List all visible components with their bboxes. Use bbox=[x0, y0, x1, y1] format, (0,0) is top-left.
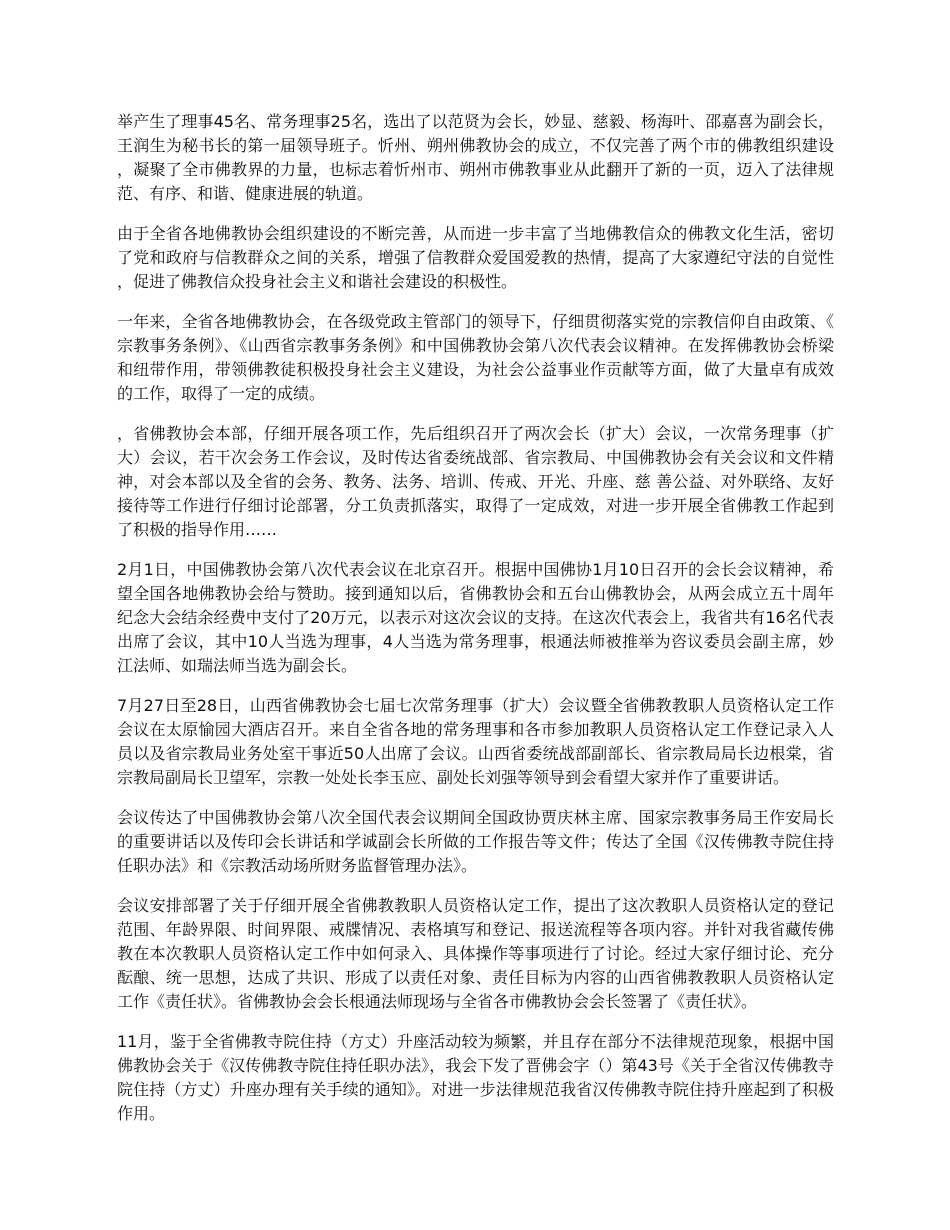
document-page bbox=[117, 110, 834, 1142]
paragraph-6: 7月27日至28日，山西省佛教协会七届七次常务理事（扩大）会议暨全省佛教教职人员资格认定工作会议在太原愉园大酒店召开。来自全省各地的常务理事和各市参加教职人员资格认定工作登记录入人员以及省宗教局业务处室干事近50人出席了会议。山西省委统战部副部长、省宗教局局长边根棠，省宗教局副局长卫望军，宗教一处处长李玉应、副处长刘强等领导到会看望大家并作了重要讲话。 bbox=[117, 696, 834, 787]
paragraph-9: 11月，鉴于全省佛教寺院住持（方丈）升座活动较为频繁，并且存在部分不法律规范现象，根据中国佛教协会关于《汉传佛教寺院住持任职办法》，我会下发了晋佛会字（）第43号《关于全省汉传佛教寺院住持（方丈）升座办理有关手续的通知》。对进一步法律规范我省汉传佛教寺院住持升座起到了积极作用。 bbox=[117, 1032, 834, 1123]
paragraph-3: 一年来，全省各地佛教协会，在各级党政主管部门的领导下，仔细贯彻落实党的宗教信仰自由政策、《宗教事务条例》、《山西省宗教事务条例》和中国佛教协会第八次代表会议精神。在发挥佛教协会桥梁和纽带作用，带领佛教徒积极投身社会主义建设，为社会公益事业作贡献等方面，做了大量卓有成效的工作，取得了一定的成绩。 bbox=[117, 312, 834, 403]
paragraph-5: 2月1日，中国佛教协会第八次代表会议在北京召开。根据中国佛协1月10日召开的会长会议精神，希望全国各地佛教协会给与赞助。接到通知以后，省佛教协会和五台山佛教协会，从两会成立五十周年纪念大会结余经费中支付了20万元，以表示对这次会议的支持。在这次代表会上，我省共有16名代表出席了会议，其中10人当选为理事，4人当选为常务理事，根通法师被推举为咨议委员会副主席，妙江法师、如瑞法师当选为副会长。 bbox=[117, 560, 834, 675]
paragraph-7: 会议传达了中国佛教协会第八次全国代表会议期间全国政协贾庆林主席、国家宗教事务局王作安局长的重要讲话以及传印会长讲话和学诚副会长所做的工作报告等文件；传达了全国《汉传佛教寺院住持任职办法》和《宗教活动场所财务监督管理办法》。 bbox=[117, 808, 834, 875]
paragraph-8: 会议安排部署了关于仔细开展全省佛教教职人员资格认定工作，提出了这次教职人员资格认定的登记范围、年龄界限、时间界限、戒牒情况、表格填写和登记、报送流程等各项内容。并针对我省藏传佛教在本次教职人员资格认定工作中如何录入、具体操作等事项进行了讨论。经过大家仔细讨论、充分酝酿、统一思想，达成了共识、形成了以责任对象、责任目标为内容的山西省佛教教职人员资格认定工作《责任状》。省佛教协会会长根通法师现场与全省各市佛教协会会长签署了《责任状》。 bbox=[117, 896, 834, 1011]
paragraph-4: ，省佛教协会本部，仔细开展各项工作，先后组织召开了两次会长（扩大）会议，一次常务理事（扩大）会议，若干次会务工作会议，及时传达省委统战部、省宗教局、中国佛教协会有关会议和文件精神，对会本部以及全省的会务、教务、法务、培训、传戒、开光、升座、慈 善公益、对外联络、友好接待等工作进行仔细讨论部署，分工负责抓落实，取得了一定成效，对进一步开展全省佛教工作起到了积极的指导作用…… bbox=[117, 424, 834, 539]
paragraph-1: 举产生了理事45名、常务理事25名，选出了以范贤为会长，妙显、慈毅、杨海叶、邵嘉喜为副会长，王润生为秘书长的第一届领导班子。忻州、朔州佛教协会的成立，不仅完善了两个市的佛教组织建设，凝聚了全市佛教界的力量，也标志着忻州市、朔州市佛教事业从此翻开了新的一页，迈入了法律规范、有序、和谐、健康进展的轨道。 bbox=[117, 112, 834, 203]
paragraph-2: 由于全省各地佛教协会组织建设的不断完善，从而进一步丰富了当地佛教信众的佛教文化生活，密切了党和政府与信教群众之间的关系，增强了信教群众爱国爱教的热情，提高了大家遵纪守法的自觉性，促进了佛教信众投身社会主义和谐社会建设的积极性。 bbox=[117, 224, 834, 291]
